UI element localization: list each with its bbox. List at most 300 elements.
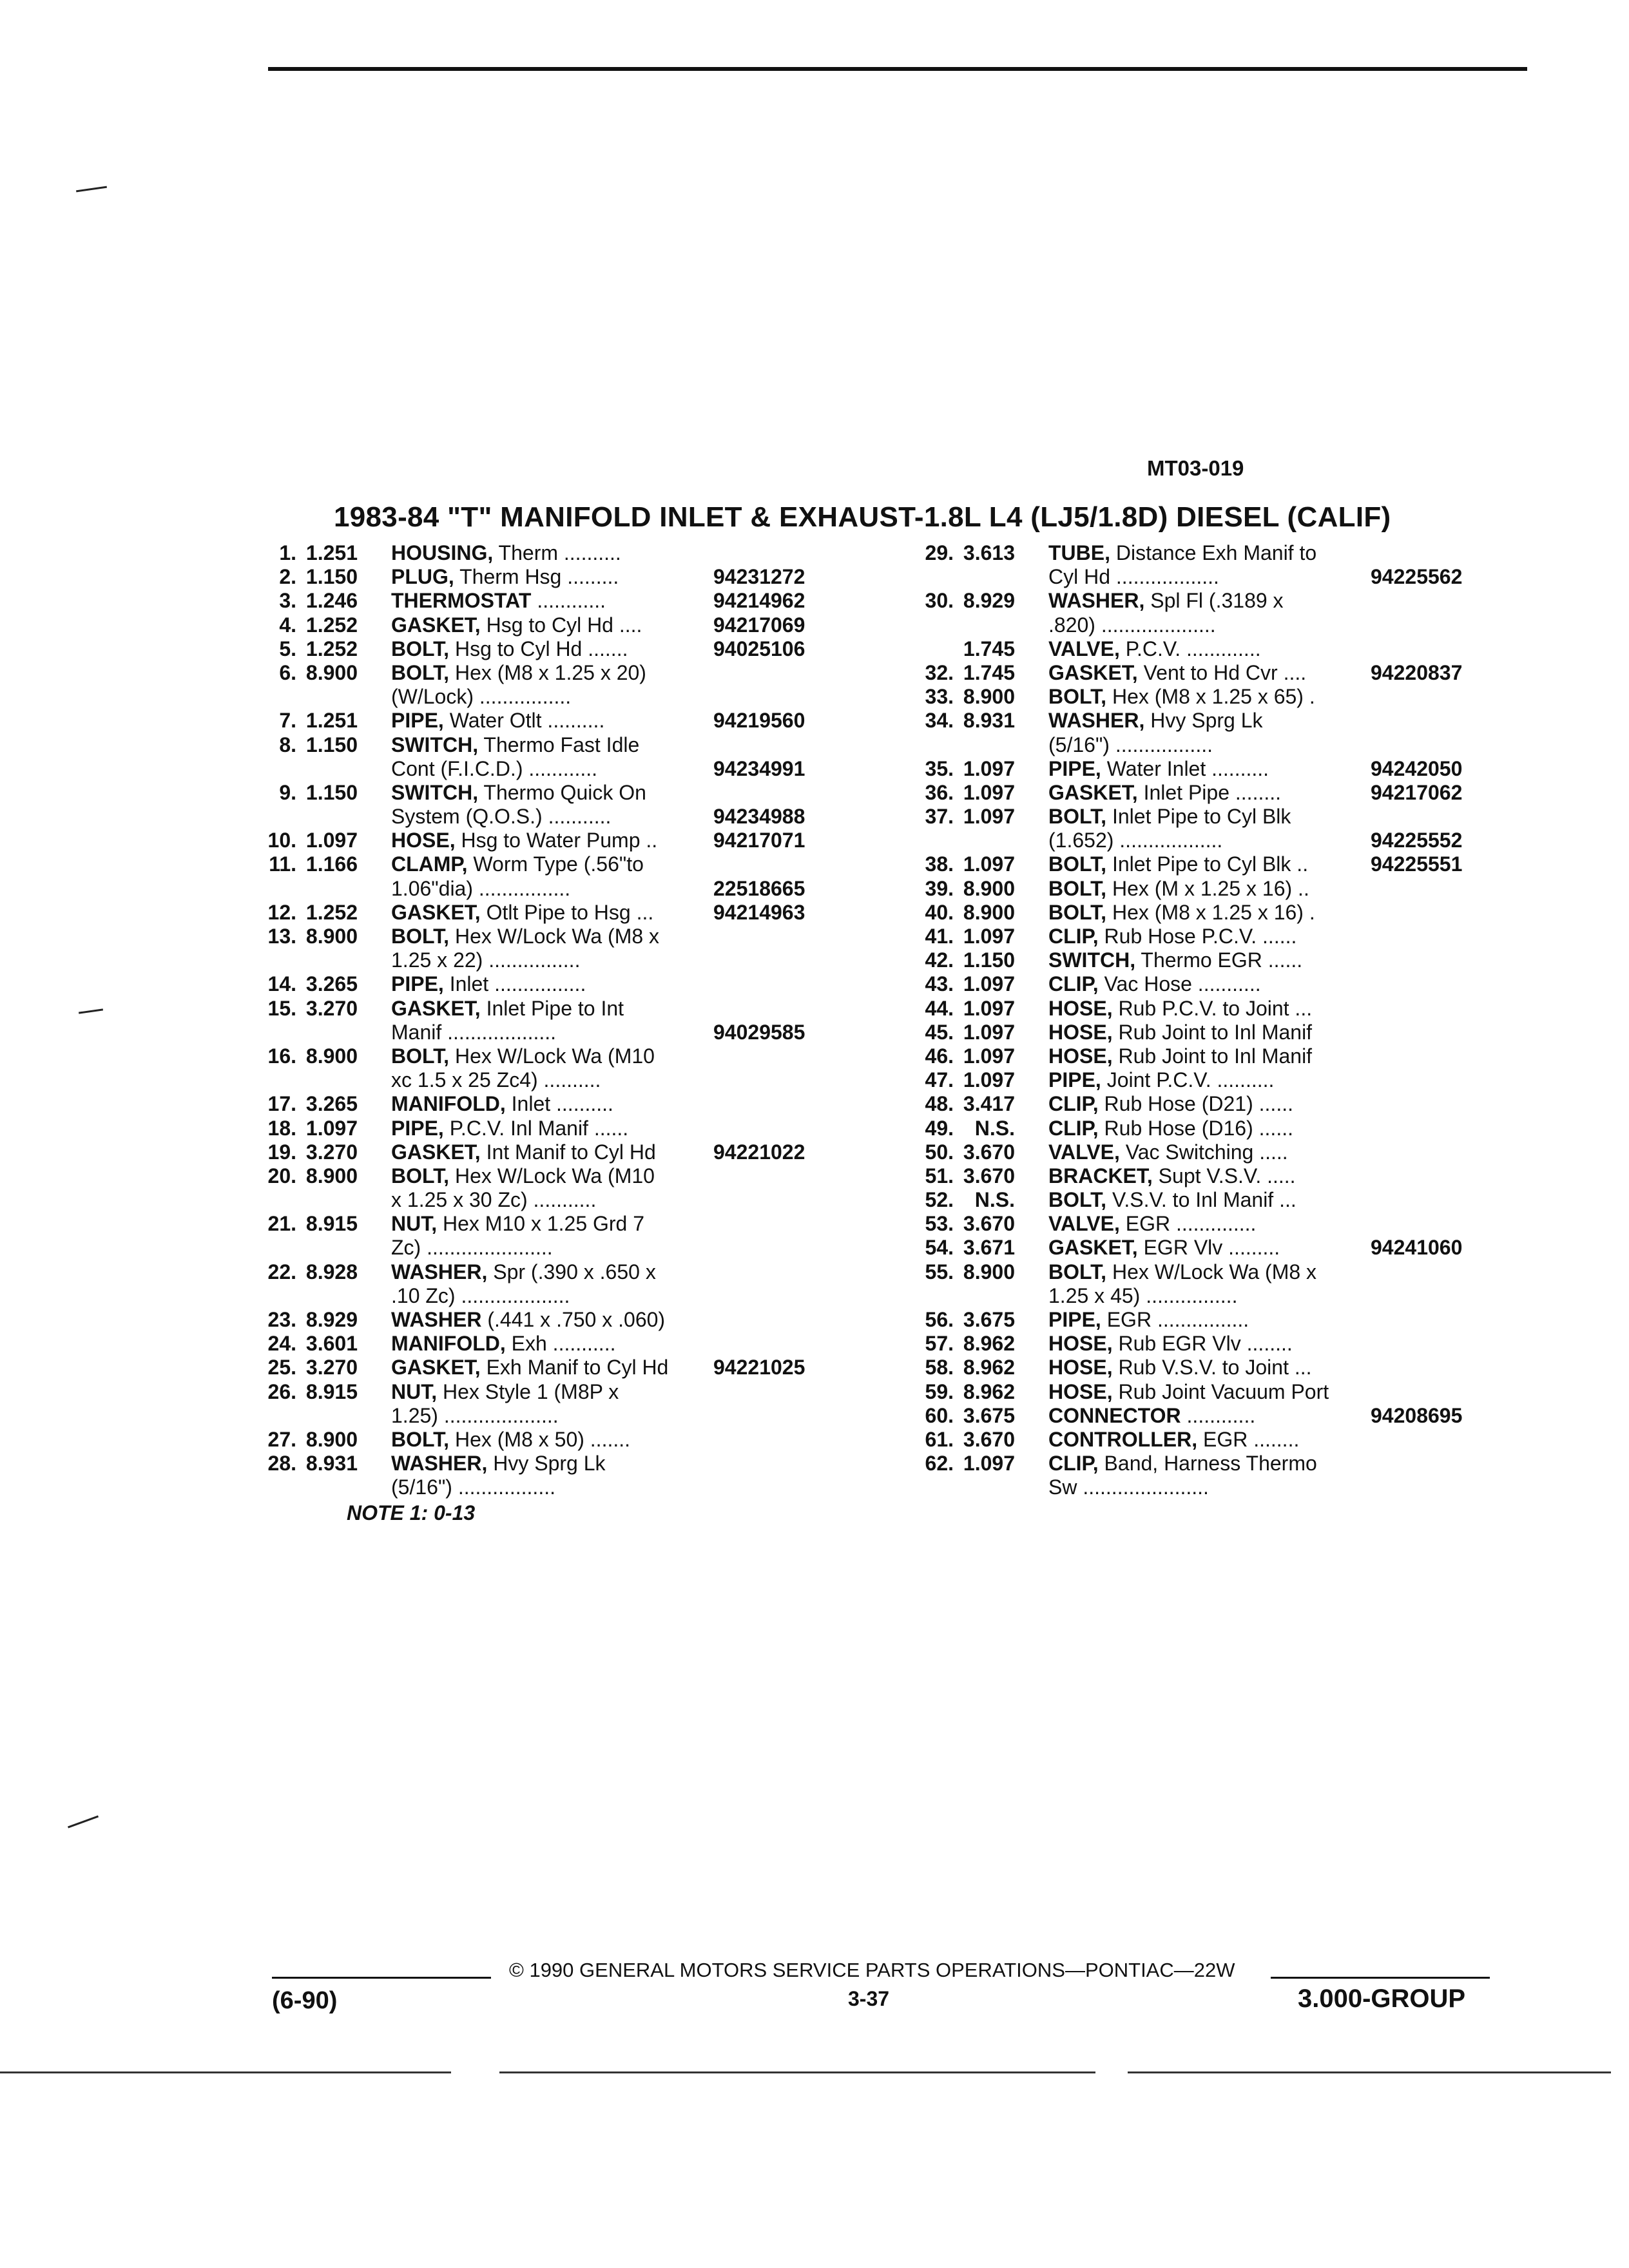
item-number: 43. — [925, 972, 954, 996]
group-code: 1.745 — [963, 637, 1015, 660]
group-code: 1.097 — [963, 1452, 1015, 1475]
item-number: 29. — [925, 541, 954, 564]
part-line — [245, 1188, 805, 1212]
part-name: BOLT, — [1048, 1260, 1107, 1283]
part-detail: Thermo EGR ...... — [1135, 948, 1303, 972]
part-detail: Hex M10 x 1.25 Grd 7 — [437, 1212, 645, 1236]
scan-mark — [79, 1008, 103, 1014]
part-detail: Hex W/Lock Wa (M10 — [449, 1044, 655, 1068]
group-code: 1.097 — [963, 805, 1015, 829]
part-line — [245, 565, 805, 589]
part-description — [1048, 1356, 1371, 1379]
group-code: 3.270 — [305, 996, 358, 1020]
part-detail: P.C.V. ............. — [1119, 637, 1261, 660]
part-detail: Hsg to Cyl Hd ....... — [449, 637, 628, 660]
part-description — [1048, 997, 1371, 1021]
part-description — [391, 1284, 713, 1308]
item-number: 39. — [925, 876, 954, 900]
group-code: 3.270 — [305, 1356, 358, 1379]
part-line — [902, 1404, 1462, 1428]
part-detail: Joint P.C.V. .......... — [1101, 1068, 1275, 1092]
part-detail: (1.652) .................. — [1048, 829, 1223, 852]
part-line — [902, 1308, 1462, 1332]
group-code: 3.675 — [963, 1308, 1015, 1331]
group-code: 8.900 — [963, 876, 1015, 900]
part-name: HOSE, — [391, 829, 456, 852]
part-line — [245, 1068, 805, 1092]
part-description — [1048, 948, 1371, 972]
part-name: SWITCH, — [391, 780, 479, 804]
item-number: 22. — [267, 1260, 296, 1283]
part-detail: Rub Joint Vacuum Port — [1112, 1379, 1329, 1403]
item-number: 9. — [279, 780, 296, 804]
part-line — [245, 1284, 805, 1308]
part-number: 94225552 — [1371, 829, 1463, 852]
part-description — [1048, 781, 1371, 805]
part-name: PIPE, — [391, 1116, 444, 1140]
item-number: 59. — [925, 1379, 954, 1403]
part-name: TUBE, — [1048, 541, 1110, 564]
part-line — [902, 565, 1462, 589]
group-code: 1.251 — [305, 709, 358, 733]
part-detail: Hex (M8 x 1.25 x 16) . — [1106, 900, 1315, 924]
item-number: 2. — [279, 565, 296, 589]
scan-mark — [68, 1816, 99, 1829]
part-detail: Therm Hsg ......... — [454, 565, 619, 589]
part-line — [245, 1308, 805, 1332]
part-description — [391, 1117, 713, 1140]
part-detail: Inlet ................ — [443, 972, 586, 996]
part-description — [1048, 1212, 1371, 1236]
part-name: GASKET, — [1048, 780, 1138, 804]
part-line — [902, 1452, 1462, 1475]
part-name: WASHER, — [1048, 709, 1145, 733]
part-detail: ............ — [1181, 1403, 1256, 1427]
item-number: 3. — [279, 589, 296, 613]
part-line — [902, 1284, 1462, 1308]
part-name: SWITCH, — [391, 733, 479, 756]
part-number: 94220837 — [1371, 660, 1463, 684]
part-detail: Distance Exh Manif to — [1110, 541, 1317, 564]
group-code: 8.900 — [963, 1260, 1015, 1283]
part-detail: x 1.25 x 30 Zc) ........... — [391, 1188, 597, 1212]
group-code: 3.670 — [963, 1164, 1015, 1187]
part-description — [1048, 1092, 1371, 1116]
part-line — [245, 589, 805, 613]
part-detail: Rub EGR Vlv ........ — [1112, 1332, 1293, 1356]
group-code: 8.900 — [305, 1427, 358, 1451]
part-number: 94225562 — [1371, 565, 1463, 589]
item-number: 33. — [925, 685, 954, 709]
part-description — [391, 781, 713, 805]
item-number: 37. — [925, 805, 954, 829]
part-description — [391, 1332, 713, 1356]
part-description — [391, 565, 713, 589]
part-description — [1048, 925, 1371, 948]
part-name: PIPE, — [391, 972, 444, 996]
group-code: 3.265 — [305, 1092, 358, 1116]
part-line — [245, 685, 805, 709]
group-code: 3.670 — [963, 1427, 1015, 1451]
part-detail: Hex W/Lock Wa (M8 x — [449, 925, 660, 948]
part-line — [245, 877, 805, 901]
item-number: 60. — [925, 1403, 954, 1427]
part-detail: Hsg to Water Pump .. — [455, 829, 658, 852]
copyright: © 1990 GENERAL MOTORS SERVICE PARTS OPERATIONS—PONTIAC—22W — [509, 1959, 1235, 1981]
part-number: 94214963 — [713, 900, 805, 924]
part-detail: .820) .................... — [1048, 613, 1216, 637]
item-number: 50. — [925, 1140, 954, 1164]
group-code: 1.097 — [963, 996, 1015, 1020]
part-detail: Rub Hose (D16) ...... — [1098, 1116, 1293, 1140]
part-name: WASHER, — [391, 1260, 488, 1283]
part-line — [245, 925, 805, 948]
part-line — [902, 757, 1462, 781]
part-name: GASKET, — [391, 996, 481, 1020]
item-number: 44. — [925, 996, 954, 1020]
part-detail: Water Inlet .......... — [1101, 756, 1269, 780]
group-code: 1.097 — [963, 852, 1015, 876]
part-description — [1048, 613, 1371, 637]
group-code: 3.671 — [963, 1236, 1015, 1260]
part-detail: Hvy Sprg Lk — [1144, 709, 1263, 733]
part-name: HOUSING, — [391, 541, 494, 564]
part-name: BOLT, — [1048, 805, 1107, 829]
part-name: BOLT, — [391, 1044, 450, 1068]
part-description — [1048, 1117, 1371, 1140]
part-description — [1048, 1044, 1371, 1068]
top-rule — [268, 67, 1527, 71]
part-line — [245, 1092, 805, 1116]
part-description — [391, 757, 713, 781]
part-line — [902, 541, 1462, 565]
part-description — [1048, 757, 1371, 781]
part-description — [1048, 1068, 1371, 1092]
part-line — [902, 1140, 1462, 1164]
part-detail: Sw ...................... — [1048, 1475, 1209, 1499]
item-number: 19. — [267, 1140, 296, 1164]
part-detail: Int Manif to Cyl Hd — [480, 1140, 656, 1164]
item-number: 53. — [925, 1212, 954, 1236]
item-number: 5. — [279, 637, 296, 660]
part-line — [245, 1140, 805, 1164]
item-number: 20. — [267, 1164, 296, 1187]
part-name: BOLT, — [1048, 876, 1107, 900]
part-name: PIPE, — [1048, 1308, 1101, 1331]
part-description — [1048, 565, 1371, 589]
part-detail: Supt V.S.V. ..... — [1152, 1164, 1296, 1187]
part-line — [902, 733, 1462, 757]
group-code: 1.097 — [963, 780, 1015, 804]
part-description — [391, 1308, 713, 1332]
bottom-rule — [0, 2071, 1611, 2073]
part-line — [245, 1428, 805, 1452]
part-detail: Inlet Pipe to Cyl Blk .. — [1106, 852, 1309, 876]
part-description — [391, 1164, 713, 1188]
part-description — [1048, 1475, 1371, 1499]
part-name: CLIP, — [1048, 1452, 1099, 1475]
part-name: WASHER — [391, 1308, 482, 1331]
part-description — [1048, 1428, 1371, 1452]
part-line — [245, 637, 805, 661]
part-line — [245, 1044, 805, 1068]
part-detail: Spl Fl (.3189 x — [1144, 589, 1284, 613]
part-line — [245, 1117, 805, 1140]
part-line — [902, 877, 1462, 901]
item-number: 15. — [267, 996, 296, 1020]
item-number: 41. — [925, 925, 954, 948]
part-line — [902, 661, 1462, 685]
part-description — [391, 1140, 713, 1164]
part-line — [902, 1236, 1462, 1260]
part-detail: 1.25 x 22) ................ — [391, 948, 581, 972]
group-code: 3.417 — [963, 1092, 1015, 1116]
group-code: 8.962 — [963, 1356, 1015, 1379]
group-code: 1.745 — [963, 660, 1015, 684]
part-description — [1048, 1404, 1371, 1428]
part-name: CONNECTOR — [1048, 1403, 1181, 1427]
item-number: 26. — [267, 1379, 296, 1403]
part-name: BRACKET, — [1048, 1164, 1153, 1187]
part-detail: Hex (M8 x 50) ....... — [449, 1427, 631, 1451]
part-number: 22518665 — [713, 876, 805, 900]
part-description — [391, 661, 713, 685]
part-line — [245, 1021, 805, 1044]
part-description — [1048, 589, 1371, 613]
part-line — [245, 1236, 805, 1260]
group-code: 8.915 — [305, 1379, 358, 1403]
group-code: 1.097 — [305, 1116, 358, 1140]
part-line — [245, 852, 805, 876]
part-detail: V.S.V. to Inl Manif ... — [1106, 1188, 1296, 1212]
part-detail: Vac Hose ........... — [1098, 972, 1261, 996]
part-name: PIPE, — [391, 709, 444, 733]
part-line — [902, 997, 1462, 1021]
part-description — [1048, 1021, 1371, 1044]
part-description — [391, 637, 713, 661]
part-name: HOSE, — [1048, 1044, 1113, 1068]
part-description — [1048, 805, 1371, 829]
part-name: BOLT, — [1048, 852, 1107, 876]
part-description — [1048, 661, 1371, 685]
part-detail: Inlet Pipe ........ — [1137, 780, 1282, 804]
item-number: 56. — [925, 1308, 954, 1331]
footer-rule-right — [1271, 1977, 1490, 1979]
item-number: 52. — [925, 1188, 954, 1212]
part-description — [391, 1260, 713, 1284]
group-code: 8.931 — [963, 709, 1015, 733]
part-line — [245, 733, 805, 757]
part-description — [391, 685, 713, 709]
part-name: WASHER, — [391, 1452, 488, 1475]
part-name: BOLT, — [391, 1164, 450, 1187]
part-name: HOSE, — [1048, 1379, 1113, 1403]
item-number: 45. — [925, 1020, 954, 1044]
part-detail: (W/Lock) ................ — [391, 685, 572, 709]
item-number: 27. — [267, 1427, 296, 1451]
item-number: 11. — [269, 852, 296, 876]
group-code: 8.900 — [305, 925, 358, 948]
part-line — [902, 1428, 1462, 1452]
part-name: VALVE, — [1048, 1212, 1120, 1236]
part-description — [391, 1092, 713, 1116]
part-description — [391, 1380, 713, 1404]
part-line — [245, 661, 805, 685]
part-line — [902, 1117, 1462, 1140]
part-name: CLAMP, — [391, 852, 468, 876]
page-number: 3-37 — [848, 1987, 890, 2010]
part-line — [245, 757, 805, 781]
part-description — [391, 1068, 713, 1092]
part-description — [1048, 901, 1371, 925]
part-detail: Inlet Pipe to Int — [480, 996, 624, 1020]
part-detail: Rub Joint to Inl Manif — [1112, 1044, 1313, 1068]
group-code: 3.670 — [963, 1212, 1015, 1236]
item-number: 51. — [925, 1164, 954, 1187]
part-name: MANIFOLD, — [391, 1092, 506, 1116]
part-detail: (.441 x .750 x .060) — [481, 1308, 666, 1331]
part-line — [245, 1164, 805, 1188]
part-number: 94234988 — [713, 805, 805, 829]
group-code: 8.928 — [305, 1260, 358, 1283]
part-line — [245, 1404, 805, 1428]
part-detail: ............ — [531, 589, 606, 613]
group-code: 1.150 — [305, 733, 358, 756]
part-line — [902, 1188, 1462, 1212]
part-detail: Thermo Fast Idle — [478, 733, 640, 756]
part-name: CLIP, — [1048, 1092, 1099, 1116]
part-detail: Hsg to Cyl Hd .... — [480, 613, 642, 637]
part-name: NUT, — [391, 1212, 438, 1236]
part-line — [245, 901, 805, 925]
part-description — [391, 733, 713, 757]
part-detail: Worm Type (.56"to — [467, 852, 644, 876]
part-detail: Otlt Pipe to Hsg ... — [480, 900, 654, 924]
part-line — [902, 805, 1462, 829]
part-line — [902, 709, 1462, 733]
part-description — [1048, 1260, 1371, 1284]
part-name: HOSE, — [1048, 1356, 1113, 1379]
part-number: 94242050 — [1371, 756, 1463, 780]
part-number: 94221025 — [713, 1356, 805, 1379]
part-name: PLUG, — [391, 565, 454, 589]
part-line — [902, 948, 1462, 972]
part-line — [902, 901, 1462, 925]
part-description — [1048, 852, 1371, 876]
item-number: 46. — [925, 1044, 954, 1068]
group-code: 3.270 — [305, 1140, 358, 1164]
item-number: 58. — [925, 1356, 954, 1379]
part-description — [1048, 1236, 1371, 1260]
part-detail: Hex (M x 1.25 x 16) .. — [1106, 876, 1309, 900]
part-line — [245, 1452, 805, 1475]
part-detail: EGR .............. — [1119, 1212, 1257, 1236]
part-detail: Band, Harness Thermo — [1098, 1452, 1317, 1475]
item-number: 47. — [925, 1068, 954, 1092]
part-detail: .10 Zc) ................... — [391, 1283, 570, 1307]
part-description — [391, 1404, 713, 1428]
part-description — [1048, 733, 1371, 757]
part-description — [1048, 637, 1371, 661]
part-description — [391, 1021, 713, 1044]
part-line — [902, 852, 1462, 876]
group-code: 8.900 — [305, 1044, 358, 1068]
part-number: 94219560 — [713, 709, 805, 733]
part-description — [391, 925, 713, 948]
group-code: 1.097 — [963, 1044, 1015, 1068]
diagram-reference: MT03-019 — [1147, 456, 1244, 480]
part-number: 94241060 — [1371, 1236, 1463, 1260]
part-name: PIPE, — [1048, 1068, 1101, 1092]
part-description — [1048, 1452, 1371, 1475]
part-name: GASKET, — [391, 1356, 481, 1379]
group-code: 1.150 — [305, 565, 358, 589]
revision-date: (6-90) — [272, 1987, 338, 2014]
group-code: 8.962 — [963, 1379, 1015, 1403]
part-line — [902, 637, 1462, 661]
item-number: 34. — [925, 709, 954, 733]
part-detail: Exh Manif to Cyl Hd — [480, 1356, 669, 1379]
part-detail: Vac Switching ..... — [1119, 1140, 1288, 1164]
part-line — [245, 805, 805, 829]
part-detail: 1.06"dia) ................ — [391, 876, 571, 900]
part-number: 94231272 — [713, 565, 805, 589]
part-detail: P.C.V. Inl Manif ...... — [443, 1116, 629, 1140]
part-detail: Exh ........... — [505, 1332, 616, 1356]
part-line — [902, 1212, 1462, 1236]
part-description — [1048, 877, 1371, 901]
page-title: 1983-84 "T" MANIFOLD INLET & EXHAUST-1.8L L4 (LJ5/1.8D) DIESEL (CALIF) — [334, 501, 1391, 533]
item-number: 17. — [267, 1092, 296, 1116]
part-description — [391, 1475, 713, 1499]
part-detail: 1.25 x 45) ................ — [1048, 1283, 1238, 1307]
part-number: 94217071 — [713, 829, 805, 852]
group-code: 3.613 — [963, 541, 1015, 564]
part-line — [902, 589, 1462, 613]
part-line — [902, 1092, 1462, 1116]
part-description — [391, 829, 713, 852]
group-code: 1.097 — [963, 1020, 1015, 1044]
group-code: 8.915 — [305, 1212, 358, 1236]
item-number: 21. — [267, 1212, 296, 1236]
part-name: BOLT, — [391, 637, 450, 660]
part-detail: EGR ................ — [1101, 1308, 1249, 1331]
footer-rule-left — [272, 1977, 491, 1979]
item-number: 18. — [267, 1116, 296, 1140]
part-description — [391, 541, 713, 565]
part-detail: Inlet .......... — [505, 1092, 613, 1116]
part-description — [1048, 1380, 1371, 1404]
group-code: 8.929 — [305, 1308, 358, 1331]
part-description — [1048, 1164, 1371, 1188]
item-number: 13. — [267, 925, 296, 948]
part-name: THERMOSTAT — [391, 589, 532, 613]
part-description — [1048, 709, 1371, 733]
part-line — [902, 829, 1462, 852]
part-detail: EGR Vlv ......... — [1137, 1236, 1280, 1260]
part-detail: Thermo Quick On — [478, 780, 646, 804]
part-line — [902, 613, 1462, 637]
part-name: GASKET, — [1048, 1236, 1138, 1260]
group-code: 8.929 — [963, 589, 1015, 613]
part-name: BOLT, — [1048, 685, 1107, 709]
part-detail: Cyl Hd .................. — [1048, 565, 1219, 589]
group-code: 1.097 — [963, 1068, 1015, 1092]
part-line — [245, 613, 805, 637]
part-line — [902, 1332, 1462, 1356]
part-number: 94214962 — [713, 589, 805, 613]
part-description — [391, 613, 713, 637]
